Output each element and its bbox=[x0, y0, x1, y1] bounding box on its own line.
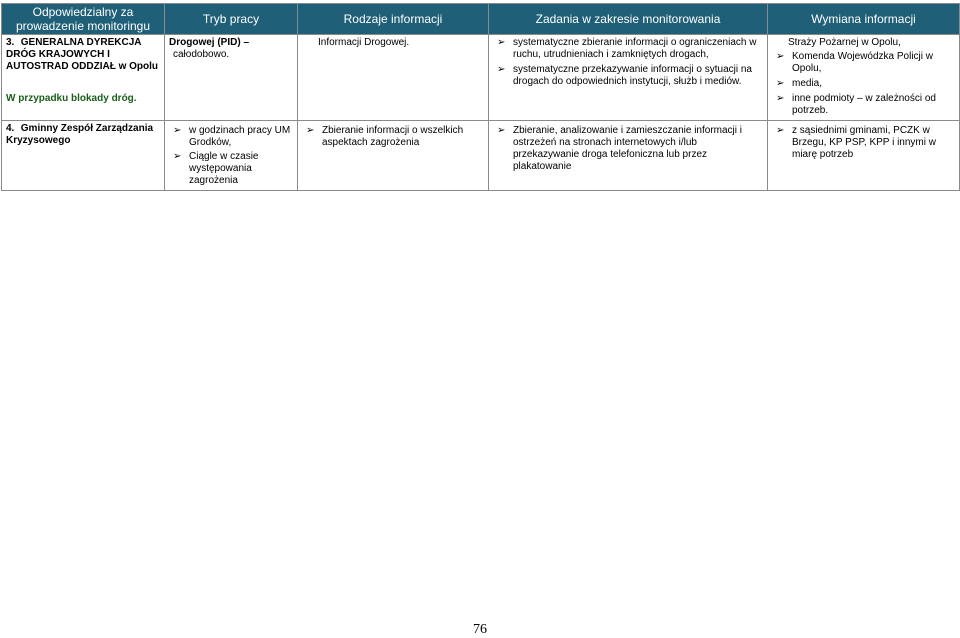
list-item: ➢ Zbieranie informacji o wszelkich aspektach zagrożenia bbox=[306, 125, 464, 148]
info-cell bbox=[298, 121, 489, 191]
tasks-cell bbox=[489, 35, 768, 121]
responsible-cell bbox=[2, 35, 165, 121]
mode-cell bbox=[165, 121, 298, 191]
header-mode: Tryb pracy bbox=[165, 4, 298, 35]
responsible-name: GENERALNA DYREKCJA DRÓG KRAJOWYCH I AUTOSTRAD ODDZIAŁ w Opolu bbox=[6, 37, 159, 72]
arrow-bullet-icon: ➢ bbox=[497, 37, 506, 48]
arrow-bullet-icon: ➢ bbox=[497, 125, 506, 136]
list-item: ➢ w godzinach pracy UM Grodków, bbox=[173, 125, 291, 148]
mode-cell bbox=[165, 35, 298, 121]
info-list bbox=[302, 125, 484, 149]
header-row bbox=[2, 4, 960, 35]
exchange-first-line: Straży Pożarnej w Opolu, bbox=[788, 37, 901, 48]
responsible-entry bbox=[6, 37, 160, 73]
arrow-bullet-icon: ➢ bbox=[776, 51, 785, 62]
mode-line: całodobowo. bbox=[173, 49, 230, 60]
arrow-bullet-icon: ➢ bbox=[776, 78, 785, 89]
list-item: ➢ media, bbox=[776, 78, 823, 89]
arrow-bullet-icon: ➢ bbox=[776, 125, 785, 136]
header-tasks: Zadania w zakresie monitorowania bbox=[489, 4, 768, 35]
arrow-bullet-icon: ➢ bbox=[306, 125, 315, 136]
arrow-bullet-icon: ➢ bbox=[497, 64, 506, 75]
tasks-cell bbox=[489, 121, 768, 191]
responsible-cell bbox=[2, 121, 165, 191]
mode-line: Drogowej (PID) – bbox=[169, 37, 250, 48]
list-item: ➢ inne podmioty – w zależności od potrzeb. bbox=[776, 93, 936, 116]
mode-list bbox=[169, 125, 293, 187]
arrow-bullet-icon: ➢ bbox=[173, 125, 182, 136]
header-exchange: Wymiana informacji bbox=[768, 4, 960, 35]
tasks-list bbox=[493, 125, 763, 173]
responsible-entry bbox=[6, 123, 160, 147]
exchange-cell bbox=[768, 35, 960, 121]
tasks-list bbox=[493, 37, 763, 88]
exchange-cell bbox=[768, 121, 960, 191]
table-row bbox=[2, 121, 960, 191]
header-responsible: Odpowiedzialny za prowadzenie monitoringu bbox=[2, 4, 165, 35]
page-number: 76 bbox=[473, 622, 487, 637]
blockade-note: W przypadku blokady dróg. bbox=[6, 93, 137, 104]
list-item: ➢ Komenda Wojewódzka Policji w Opolu, bbox=[776, 51, 933, 74]
table-row bbox=[2, 35, 960, 121]
header-info-types: Rodzaje informacji bbox=[298, 4, 489, 35]
exchange-list bbox=[772, 51, 955, 117]
info-cell bbox=[298, 35, 489, 121]
arrow-bullet-icon: ➢ bbox=[776, 93, 785, 104]
list-item: ➢ Zbieranie, analizowanie i zamieszczanie informacji i ostrzeżeń na stronach internetowych i/lub przekazywanie droga telefoniczna lub przez plakatowanie bbox=[497, 125, 742, 172]
list-item: ➢ systematyczne zbieranie informacji o ograniczeniach w ruchu, utrudnieniach i zamkniętych drogach, bbox=[497, 37, 757, 60]
responsible-name: Gminny Zespół Zarządzania Kryzysowego bbox=[6, 123, 154, 146]
arrow-bullet-icon: ➢ bbox=[173, 151, 182, 162]
list-item: ➢ systematyczne przekazywanie informacji o sytuacji na drogach do odpowiednich instytucji, służb i mediów. bbox=[497, 64, 752, 87]
row-number: 4. bbox=[6, 123, 15, 134]
list-item: ➢ z sąsiednimi gminami, PCZK w Brzegu, KP PSP, KPP i innymi w miarę potrzeb bbox=[776, 125, 936, 160]
row-number: 3. bbox=[6, 37, 15, 48]
exchange-list bbox=[772, 125, 955, 161]
list-item: ➢ Ciągle w czasie występowania zagrożenia bbox=[173, 151, 259, 186]
monitoring-table bbox=[1, 3, 960, 191]
info-text: Informacji Drogowej. bbox=[318, 37, 410, 48]
